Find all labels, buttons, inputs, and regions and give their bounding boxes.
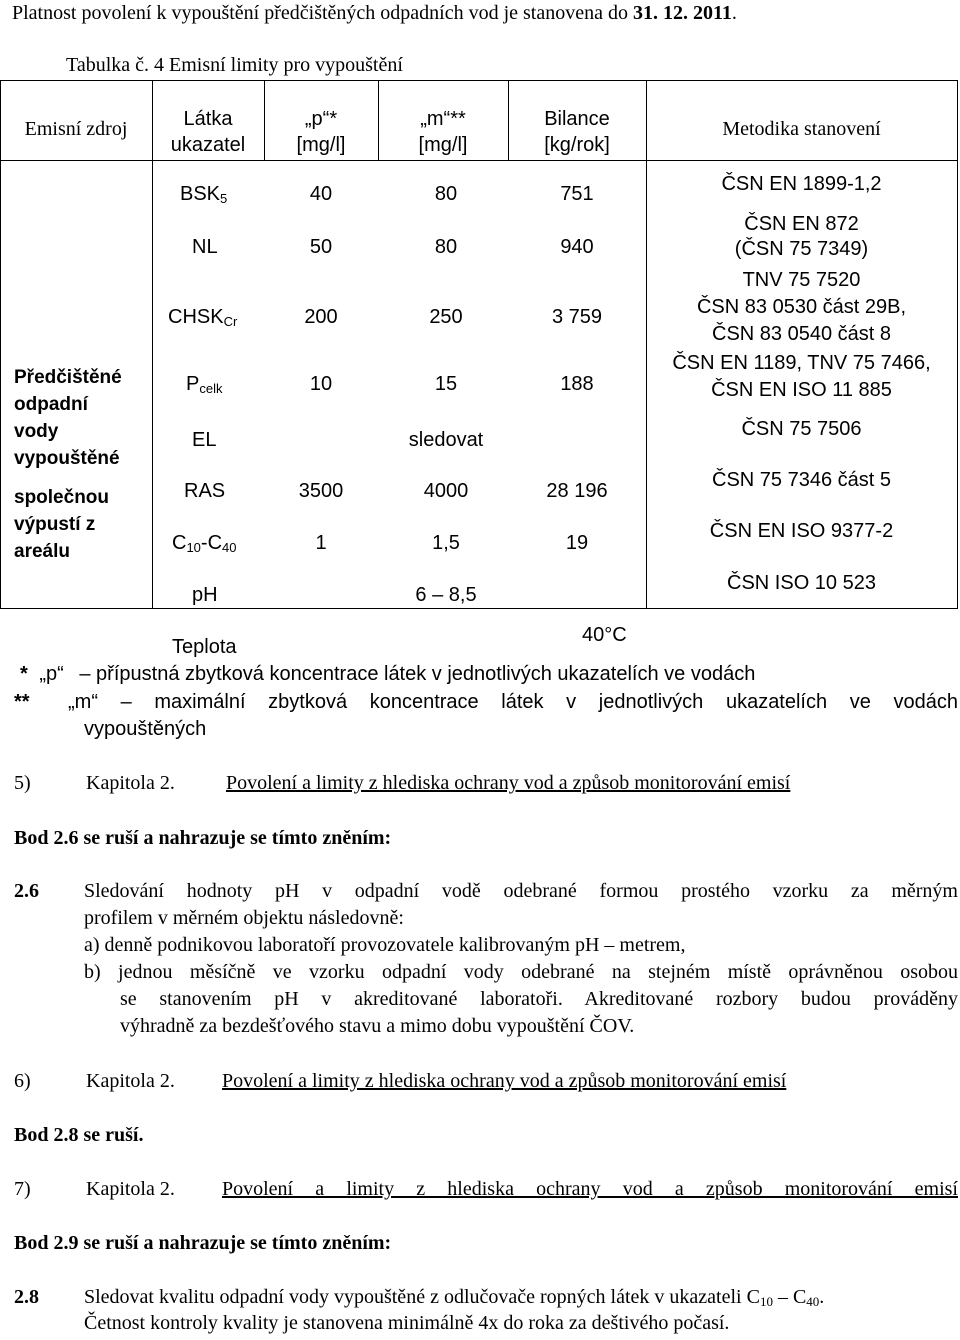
row-chsk-b: 3 759 xyxy=(551,306,603,328)
row-c10c40-p: 1 xyxy=(315,532,327,554)
row-bsk5-b: 751 xyxy=(560,183,594,205)
header-latka: Látka ukazatel xyxy=(170,108,246,156)
table-top-border xyxy=(0,80,958,81)
table-caption: Tabulka č. 4 Emisní limity pro vypouštění xyxy=(66,54,403,76)
source-column-border xyxy=(152,160,153,608)
header-metodika: Metodika stanovení xyxy=(722,118,881,140)
method-chsk: TNV 75 7520 ČSN 83 0530 část 29B, ČSN 83 0540 část 8 xyxy=(696,269,906,345)
table-bottom-border xyxy=(0,608,958,609)
row-c10c40-b: 19 xyxy=(565,532,589,554)
row-c10c40-m: 1,5 xyxy=(432,532,460,554)
header-emisni-zdroj: Emisní zdroj xyxy=(24,118,128,140)
row-ph-name: pH xyxy=(192,584,218,606)
footnote-p: * „p“ – přípustná zbytková koncentrace látek v jednotlivých ukazatelích ve vodách xyxy=(20,663,756,685)
row-pcelk-b: 188 xyxy=(560,373,594,395)
table-header-border xyxy=(0,160,958,161)
row-nl-p: 50 xyxy=(309,236,333,258)
section-5-number: 5) xyxy=(14,772,31,794)
method-el: ČSN 75 7506 xyxy=(741,418,862,440)
row-teplota-value: 40°C xyxy=(582,624,627,646)
method-nl: ČSN EN 872 (ČSN 75 7349) xyxy=(734,213,869,260)
section-6-number: 6) xyxy=(14,1070,31,1092)
para-2-6-item-b-1: b) jednou měsíčně ve vzorku odpadní vody odebrané na stejném místě oprávněnou osobou xyxy=(84,961,958,983)
section-6-title: Povolení a limity z hlediska ochrany vod a způsob monitorování emisí xyxy=(222,1070,787,1092)
row-el-name: EL xyxy=(192,429,217,451)
section-6-chapter: Kapitola 2. xyxy=(86,1070,175,1092)
method-c10c40: ČSN EN ISO 9377-2 xyxy=(709,520,894,542)
footnote-m-mark: ** xyxy=(14,691,30,713)
footnote-m: „m“ – maximální zbytková koncentrace látek v jednotlivých ukazatelích ve vodách xyxy=(68,691,958,713)
para-2-6-item-b-2: se stanovením pH v akreditované laboratoři. Akreditované rozbory budou prováděny xyxy=(120,988,958,1010)
row-bsk5-p: 40 xyxy=(309,183,333,205)
bod-2-6-heading: Bod 2.6 se ruší a nahrazuje se tímto zněním: xyxy=(14,827,392,849)
row-ras-b: 28 196 xyxy=(546,480,608,502)
bod-2-8-heading: Bod 2.8 se ruší. xyxy=(14,1124,144,1146)
row-c10c40-name: $C_{10}-C_{40}$ xyxy=(172,532,237,555)
method-ph: ČSN ISO 10 523 xyxy=(727,572,876,594)
row-chsk-m: 250 xyxy=(429,306,463,328)
para-2-6-number: 2.6 xyxy=(14,880,39,902)
row-bsk5-name: $BSK_5$ xyxy=(180,183,228,206)
row-teplota-name: Teplota xyxy=(172,636,237,658)
row-ras-m: 4000 xyxy=(423,480,469,502)
bod-2-9-heading: Bod 2.9 se ruší a nahrazuje se tímto zněním: xyxy=(14,1232,392,1254)
row-chsk-name: $CHSK_{Cr}$ xyxy=(168,306,238,329)
emission-source: Předčištěné odpadní vody vypouštěné společnou výpustí z areálu xyxy=(14,367,122,562)
method-bsk5: ČSN EN 1899-1,2 xyxy=(721,173,882,195)
method-ras: ČSN 75 7346 část 5 xyxy=(712,469,891,491)
row-nl-b: 940 xyxy=(560,236,594,258)
header-m: „m“** [mg/l] xyxy=(418,108,468,156)
section-7-number: 7) xyxy=(14,1178,31,1200)
para-2-8-number: 2.8 xyxy=(14,1286,39,1308)
row-pcelk-name: $P_{celk}$ xyxy=(186,373,223,396)
row-pcelk-m: 15 xyxy=(434,373,458,395)
table-left-border xyxy=(0,80,1,608)
section-5-chapter: Kapitola 2. xyxy=(86,772,175,794)
row-ras-p: 3500 xyxy=(298,480,344,502)
validity-statement: Platnost povolení k vypouštění předčištěných odpadních vod je stanovena do 31. 12. 2011. xyxy=(12,2,737,24)
footnote-m-continued: vypouštěných xyxy=(84,718,207,740)
row-nl-m: 80 xyxy=(434,236,458,258)
section-7-title: Povolení a limity z hlediska ochrany vod a způsob monitorování emisí xyxy=(222,1178,958,1200)
header-bilance: Bilance [kg/rok] xyxy=(544,108,610,156)
row-chsk-p: 200 xyxy=(304,306,338,328)
row-bsk5-m: 80 xyxy=(434,183,458,205)
method-pcelk: ČSN EN 1189, TNV 75 7466, ČSN EN ISO 11 885 xyxy=(672,352,931,401)
validity-date: 31. 12. 2011 xyxy=(633,2,732,24)
para-2-6-item-b-3: výhradně za bezdešťového stavu a mimo dobu vypouštění ČOV. xyxy=(120,1015,635,1037)
header-p: „p“* [mg/l] xyxy=(296,108,346,156)
para-2-8-line-2: Četnost kontroly kvality je stanovena minimálně 4x do roka za deštivého počasí. xyxy=(84,1312,730,1334)
row-ras-name: RAS xyxy=(184,480,226,502)
row-ph-value: 6 – 8,5 xyxy=(415,584,477,606)
para-2-8-line-1: Sledovat kvalitu odpadní vody vypouštěné z odlučovače ropných látek v ukazateli $C_{10} - C_{40}$. xyxy=(84,1286,825,1309)
row-nl-name: NL xyxy=(192,236,218,258)
section-7-chapter: Kapitola 2. xyxy=(86,1178,175,1200)
table-right-border xyxy=(957,80,958,608)
para-2-6-item-a: a) denně podnikovou laboratoří provozovatele kalibrovaným pH – metrem, xyxy=(84,934,686,956)
section-5-title: Povolení a limity z hlediska ochrany vod a způsob monitorování emisí xyxy=(226,772,791,794)
row-el-value: sledovat xyxy=(408,429,484,451)
row-pcelk-p: 10 xyxy=(309,373,333,395)
para-2-6-line-1: Sledování hodnoty pH v odpadní vodě odebrané formou prostého vzorku za měrným xyxy=(84,880,958,902)
para-2-6-line-2: profilem v měrném objektu následovně: xyxy=(84,907,404,929)
